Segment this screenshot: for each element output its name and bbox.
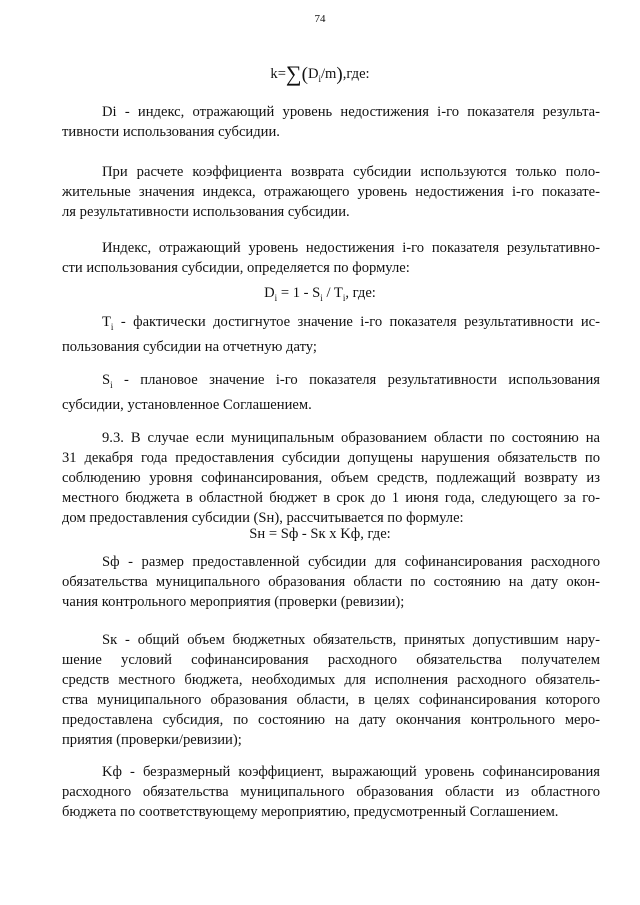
paragraph-line: Индекс, отражающий уровень недостижения i-го показателя результативно-	[102, 240, 600, 256]
formula-k-open: (	[301, 64, 308, 85]
si-symbol: S	[102, 372, 111, 388]
paragraph-line: местного бюджета в областной бюджет в срок до 1 июня года, следующего за го-	[62, 490, 600, 506]
paragraph-line: обязательства муниципального образования области по состоянию на дату окон-	[62, 574, 600, 590]
paragraph-line: Kф - безразмерный коэффициент, выражающий уровень софинансирования	[102, 764, 600, 780]
formula-d-part: = 1 - S	[277, 285, 321, 301]
formula-d-part: , где:	[345, 285, 376, 301]
formula-k-body: D	[307, 66, 319, 82]
paragraph-line: 31 декабря года предоставления субсидии допущены нарушения обязательств по	[62, 450, 600, 466]
paragraph-line: ля результативности использования субсидии.	[62, 204, 350, 220]
paragraph-line: Di - индекс, отражающий уровень недостижения i-го показателя результа-	[102, 104, 600, 120]
paragraph-line: дом предоставления субсидии (Sн), рассчитывается по формуле:	[62, 510, 464, 526]
paragraph-line: средств местного бюджета, необходимых для исполнения расходного обязатель-	[62, 672, 600, 688]
paragraph-line: Sф - размер предоставленной субсидии для софинансирования расходного	[102, 554, 600, 570]
formula-k-sub: i	[318, 73, 321, 84]
paragraph-si	[62, 370, 600, 415]
formula-k-suffix: ,где:	[342, 66, 370, 82]
paragraph-line: чания контрольного мероприятия (проверки (ревизии);	[62, 594, 405, 610]
formula-k-close: )	[336, 64, 343, 85]
formula-d-sub: i	[342, 292, 346, 303]
paragraph-line: бюджета по соответствующему мероприятию, предусмотренный Соглашением.	[62, 804, 559, 820]
formula-k-tail: /m	[321, 66, 337, 82]
paragraph-9-3	[62, 428, 600, 528]
paragraph-line: пользования субсидии на отчетную дату;	[62, 338, 317, 355]
paragraph-line: тивности использования субсидии.	[62, 124, 280, 140]
formula-sn: Sн = Sф - Sк x Kф, где:	[249, 526, 391, 542]
si-sub: i	[110, 379, 113, 390]
paragraph-kf	[62, 762, 600, 822]
formula-d-sub: i	[274, 292, 278, 303]
paragraph-line: сти использования субсидии, определяется по формуле:	[62, 260, 410, 276]
paragraph-line: шение условий софинансирования расходного обязательства получателем	[62, 652, 600, 668]
ti-text: - фактически достигнутое значение i-го показателя результативности ис-	[113, 314, 600, 330]
paragraph-index-definition	[62, 238, 600, 278]
paragraph-di	[62, 102, 600, 142]
paragraph-positive-values	[62, 162, 600, 222]
formula-k	[0, 61, 640, 89]
ti-sub: i	[110, 321, 114, 332]
paragraph-line: Sк - общий объем бюджетных обязательств, принятых допустившим нару-	[102, 632, 600, 648]
formula-d	[0, 283, 640, 308]
paragraph-ti	[62, 312, 600, 357]
paragraph-line: жительные значения индекса, отражающего уровень недостижения i-го показате-	[62, 184, 600, 200]
ti-symbol: T	[102, 314, 111, 330]
formula-k-sum: ∑	[285, 61, 302, 86]
paragraph-line: расходного обязательства муниципального образования области из областного	[62, 784, 600, 800]
paragraph-line: При расчете коэффициента возврата субсидии используются только поло-	[102, 164, 600, 180]
paragraph-line: соблюдению уровня софинансирования, объем средств, подлежащий возврату из	[62, 470, 600, 486]
formula-k-prefix: k=	[270, 66, 286, 82]
paragraph-sk	[62, 630, 600, 750]
formula-d-sub: i	[320, 292, 323, 303]
paragraph-line: приятия (проверки/ревизии);	[62, 732, 242, 748]
paragraph-line: предоставлена субсидия, по состоянию на дату окончания контрольного меро-	[62, 712, 600, 728]
paragraph-line	[62, 312, 600, 337]
formula-d-part: D	[264, 285, 275, 301]
paragraph-line: 9.3. В случае если муниципальным образованием области по состоянию на	[102, 430, 600, 446]
page-number: 74	[314, 13, 326, 25]
si-text: - плановое значение i-го показателя результативности использования	[112, 372, 600, 388]
paragraph-line	[62, 370, 600, 395]
paragraph-sf	[62, 552, 600, 612]
paragraph-line: ства муниципального образования области, в целях софинансирования которого	[62, 692, 600, 708]
paragraph-line: субсидии, установленное Соглашением.	[62, 396, 312, 413]
formula-d-part: / T	[322, 285, 343, 301]
